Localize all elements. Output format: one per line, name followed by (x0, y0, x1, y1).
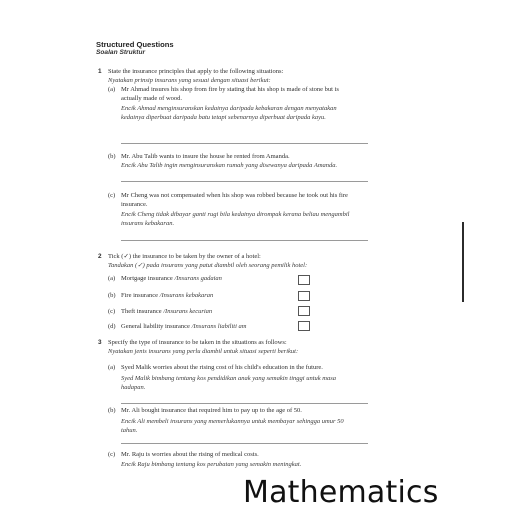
q3b-text-ms-line1: Encik Ali membeli insurans yang memerlukannya untuk membayar sehingga umur 50 (121, 418, 344, 425)
q1a-answer-line[interactable] (121, 143, 368, 144)
q3b-text-line1: Mr. Ali bought insurance that required him to pay up to the age of 50. (121, 407, 302, 414)
q2-option-b-text: Fire insurance /Insurans kebakaran (121, 292, 214, 299)
q2-option-c-text: Theft insurance /Insurans kecurian (121, 308, 213, 315)
q2-option-d-label: (d) (108, 323, 116, 330)
q2-prompt: Tick (✓) the insurance to be taken by the owner of a hotel: (108, 253, 261, 260)
q1b-answer-line[interactable] (121, 181, 368, 182)
q2-option-c-checkbox[interactable] (298, 306, 310, 316)
q2-option-a-label: (a) (108, 275, 116, 282)
q3c-text-ms-line1: Encik Raju bimbang tentang kos perubatan yang semakin meningkat. (121, 461, 302, 468)
q2-option-d-checkbox[interactable] (298, 321, 310, 331)
q3b-text-ms-line2: tahun. (121, 427, 138, 434)
q3c-label: (c) (108, 451, 116, 458)
q1c-text-line2: insurance. (121, 201, 148, 208)
q2-number: 2 (98, 253, 102, 260)
q3-number: 3 (98, 339, 102, 346)
q1b-text-line1: Mr. Abu Talib wants to insure the house he rented from Amanda. (121, 153, 290, 160)
q3a-answer-line[interactable] (121, 403, 368, 404)
q1a-label: (a) (108, 86, 116, 93)
q2-option-d-text: General liability insurance /Insurans liabiliti am (121, 323, 247, 330)
q1c-text-line1: Mr Cheng was not compensated when his shop was robbed because he took out his fire (121, 192, 348, 199)
q3-prompt: Specify the type of insurance to be taken in the situations as follows: (108, 339, 287, 346)
q1b-text-ms-line1: Encik Abu Talib ingin menginsuranskan rumah yang disewanya daripada Amanda. (121, 162, 338, 169)
q3a-label: (a) (108, 364, 116, 371)
q1c-text-ms-line2: insurans kebakaran. (121, 220, 175, 227)
q2-option-a-text: Mortgage insurance /Insurans gadaian (121, 275, 222, 282)
q3b-label: (b) (108, 407, 116, 414)
subject-caption: Mathematics (243, 475, 439, 510)
q1b-label: (b) (108, 153, 116, 160)
q2-option-b-checkbox[interactable] (298, 291, 310, 301)
q2-prompt-ms: Tandakan (✓) pada insurans yang patut diambil oleh seorang pemilik hotel: (108, 262, 308, 269)
q1a-text-line2: actually made of wood. (121, 95, 183, 102)
page-edge-bar (462, 222, 464, 302)
q3a-text-ms-line1: Syed Malik bimbang tentang kos pendidikan anak yang semakin tinggi untuk masa (121, 375, 337, 382)
q2-option-b-label: (b) (108, 292, 116, 299)
q3c-text-line1: Mr. Raju is worries about the rising of medical costs. (121, 451, 259, 458)
q3b-answer-line[interactable] (121, 443, 368, 444)
q1-prompt: State the insurance principles that apply to the following situations: (108, 68, 284, 75)
q1c-text-ms-line1: Encik Cheng tidak dibayar ganti rugi bila kedainya dirompak kerana beliau mengambil (121, 211, 350, 218)
section-title: Structured Questions (96, 40, 174, 49)
q1c-label: (c) (108, 192, 116, 199)
q1a-text-ms-line2: kedainya diperbuat daripada batu tetapi sebenarnya diperbuat daripada kayu. (121, 114, 326, 121)
q1c-answer-line[interactable] (121, 240, 368, 241)
q2-option-a-checkbox[interactable] (298, 275, 310, 285)
q1a-text-line1: Mr Ahmad insures his shop from fire by stating that his shop is made of stone but is (121, 86, 339, 93)
q1-prompt-ms: Nyatakan prinsip insurans yang sesuai dengan situasi berikut: (108, 77, 271, 84)
q3a-text-line1: Syed Malik worries about the rising cost of his child's education in the future. (121, 364, 323, 371)
q3a-text-ms-line2: hadapan. (121, 384, 146, 391)
section-subtitle: Soalan Struktur (96, 49, 146, 56)
q2-option-c-label: (c) (108, 308, 116, 315)
q3-prompt-ms: Nyatakan jenis insurans yang perlu diambil untuk situasi seperti berikut: (108, 348, 299, 355)
q1-number: 1 (98, 68, 102, 75)
q1a-text-ms-line1: Encik Ahmad menginsuranskan kedainya daripada kebakaran dengan menyatakan (121, 105, 337, 112)
